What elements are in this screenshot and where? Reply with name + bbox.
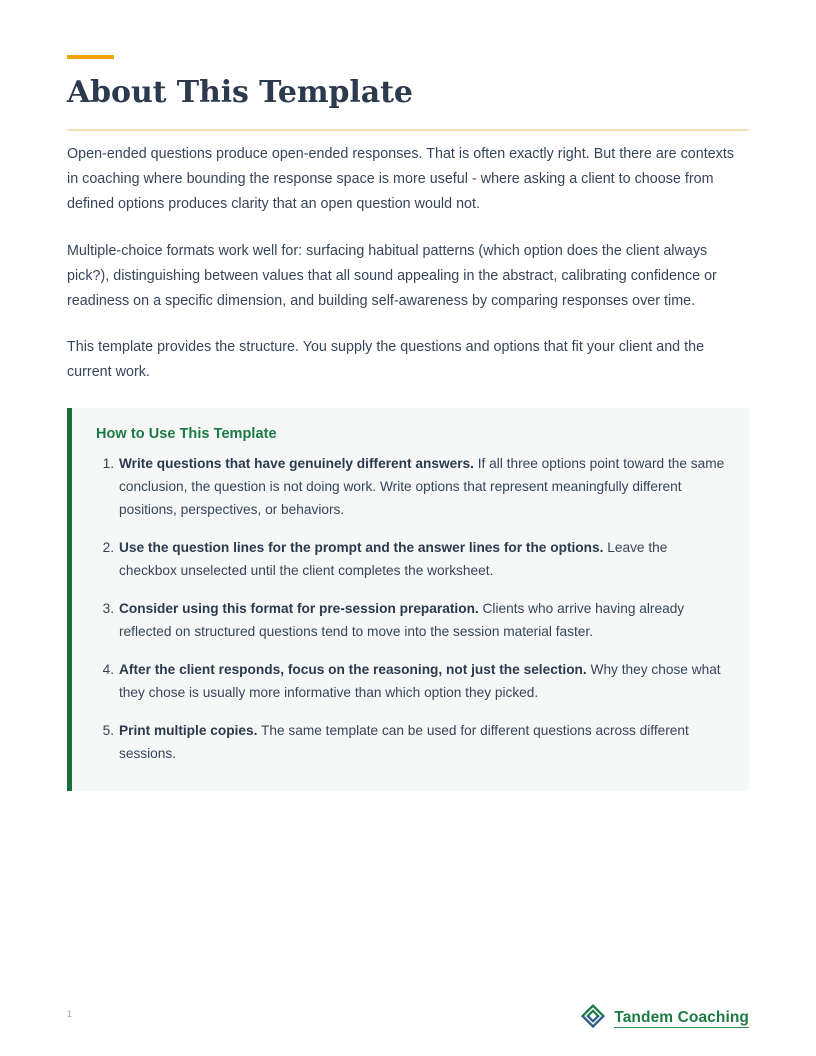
intro-paragraph-3: This template provides the structure. You supply the questions and options that fit your client and the current work. — [67, 339, 705, 381]
list-item-rest: The same template can be used for different questions across different sessions. — [119, 723, 689, 761]
list-item — [96, 452, 725, 521]
list-item — [96, 536, 725, 582]
brand-name: Tandem Coaching — [614, 1009, 749, 1029]
page-title: About This Template — [67, 75, 413, 110]
intro-section — [67, 142, 737, 385]
brand-footer — [580, 1003, 749, 1034]
list-item — [96, 719, 725, 765]
list-item-rest: Clients who arrive having already reflected on structured questions tend to move into the session material faster. — [119, 601, 685, 639]
page-header — [67, 55, 749, 131]
intro-paragraph-2: Multiple-choice formats work well for: surfacing habitual patterns (which option does the client always pick?), distinguishing between values that all sound appealing in the abstract, calibrating confidence or readiness on a specific dimension, and building self-awareness by comparing responses over time. — [67, 242, 717, 309]
tandem-diamond-logo-icon — [580, 1003, 606, 1034]
list-item-lead: Use the question lines for the prompt and the answer lines for the options. — [119, 540, 604, 555]
title-accent-bar — [67, 55, 114, 59]
title-divider-rule — [67, 129, 749, 131]
list-item-lead: Print multiple copies. — [119, 723, 258, 738]
list-item-lead: Write questions that have genuinely different answers. — [119, 456, 474, 471]
list-item-lead: After the client responds, focus on the reasoning, not just the selection. — [119, 662, 587, 677]
list-item — [96, 658, 725, 704]
callout-heading: How to Use This Template — [96, 426, 277, 442]
list-item-lead: Consider using this format for pre-session preparation. — [119, 601, 479, 616]
how-to-use-list — [96, 452, 725, 765]
list-item-rest: If all three options point toward the same conclusion, the question is not doing work. Write options that represent meaningfully different positions, perspectives, or behaviors. — [119, 456, 725, 517]
list-item — [96, 597, 725, 643]
list-item-rest: Leave the checkbox unselected until the client completes the worksheet. — [119, 540, 668, 578]
how-to-use-callout — [67, 408, 749, 791]
intro-paragraph-1: Open-ended questions produce open-ended responses. That is often exactly right. But there are contexts in coaching where bounding the response space is more useful - where asking a client to choose from defined options produces clarity that an open question would not. — [67, 146, 734, 212]
page-number: 1 — [67, 1009, 73, 1019]
list-item-rest: Why they chose what they chose is usually more informative than which option they picked. — [119, 662, 721, 700]
